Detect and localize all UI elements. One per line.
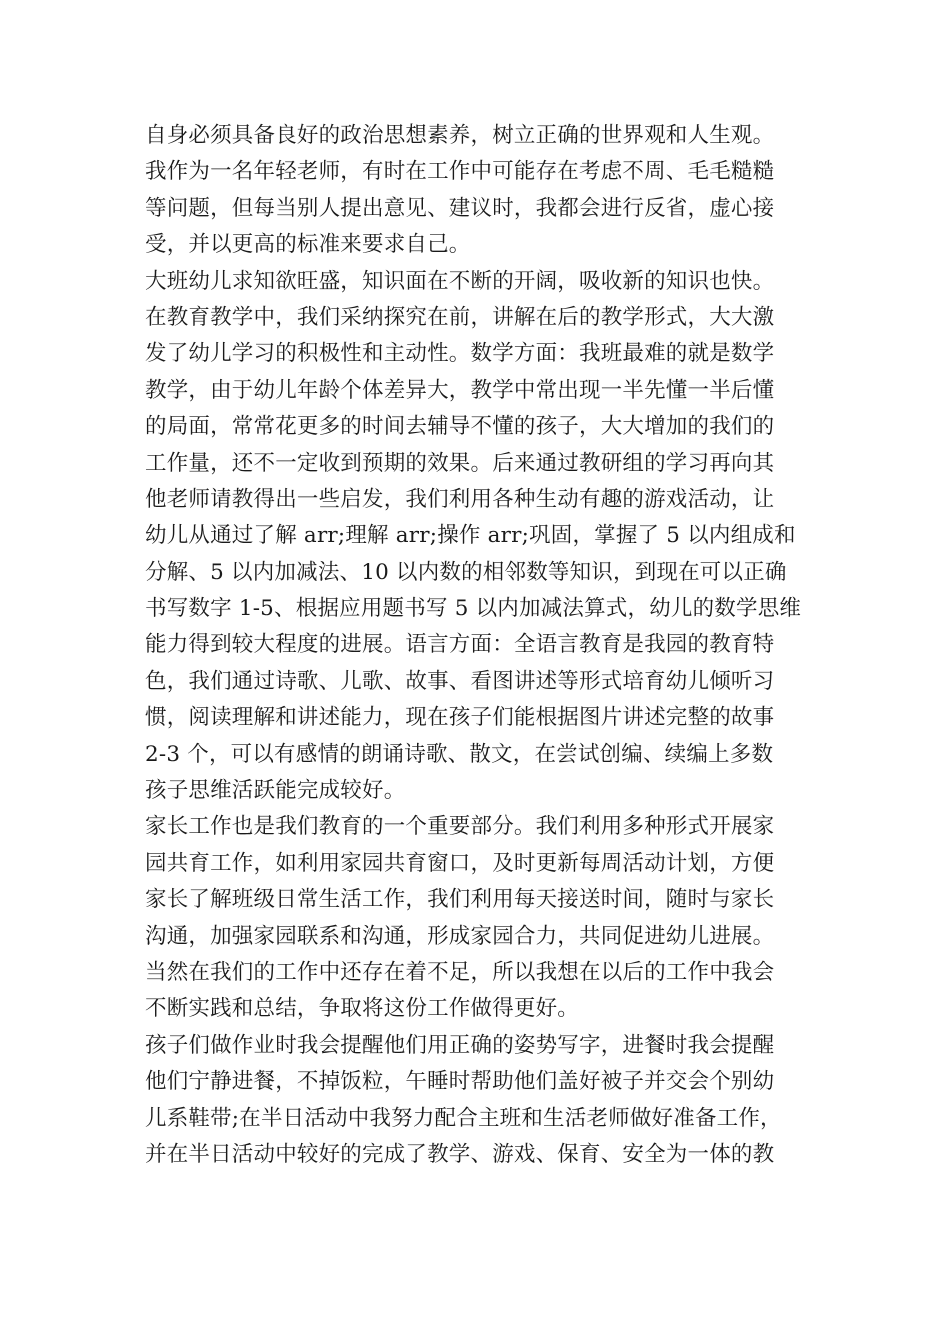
text-line: 受，并以更高的标准来要求自己。 <box>145 232 471 258</box>
text-line: 沟通，加强家园联系和沟通，形成家园合力，共同促进幼儿进展。 <box>145 923 775 949</box>
text-line: 色，我们通过诗歌、儿歌、故事、看图讲述等形式培育幼儿倾听习 <box>145 668 775 694</box>
text-line: 的局面，常常花更多的时间去辅导不懂的孩子，大大增加的我们的 <box>145 414 775 440</box>
document-body <box>145 118 810 1173</box>
text-line: 他老师请教得出一些启发，我们利用各种生动有趣的游戏活动，让 <box>145 486 775 512</box>
text-line: 他们宁静进餐，不掉饭粒，午睡时帮助他们盖好被子并交会个别幼 <box>145 1069 775 1095</box>
text-line: 园共育工作，如利用家园共育窗口，及时更新每周活动计划，方便 <box>145 850 775 876</box>
text-line: 工作量，还不一定收到预期的效果。后来通过教研组的学习再向其 <box>145 450 775 476</box>
text-line: 孩子们做作业时我会提醒他们用正确的姿势写字，进餐时我会提醒 <box>145 1032 775 1058</box>
text-line: 等问题，但每当别人提出意见、建议时，我都会进行反省，虚心接 <box>145 195 775 221</box>
text-line: 在教育教学中，我们采纳探究在前，讲解在后的教学形式，大大激 <box>145 304 775 330</box>
text-line: 自身必须具备良好的政治思想素养，树立正确的世界观和人生观。 <box>145 123 775 148</box>
text-line: 大班幼儿求知欲旺盛，知识面在不断的开阔，吸收新的知识也快。 <box>145 268 775 294</box>
text-line: 惯，阅读理解和讲述能力，现在孩子们能根据图片讲述完整的故事 <box>145 705 775 731</box>
text-line: 幼儿从通过了解 arr;理解 arr;操作 arr;巩固，掌握了 5 以内组成和 <box>145 523 796 549</box>
text-line: 儿系鞋带;在半日活动中我努力配合主班和生活老师做好准备工作， <box>145 1105 782 1131</box>
text-line: 当然在我们的工作中还存在着不足，所以我想在以后的工作中我会 <box>145 959 775 985</box>
text-line: 能力得到较大程度的进展。语言方面：全语言教育是我园的教育特 <box>145 632 775 658</box>
text-line: 我作为一名年轻老师，有时在工作中可能存在考虑不周、毛毛糙糙 <box>145 159 775 185</box>
text-line: 分解、5 以内加减法、10 以内数的相邻数等知识，到现在可以正确 <box>145 559 787 585</box>
text-line: 教学，由于幼儿年龄个体差异大，教学中常出现一半先懂一半后懂 <box>145 377 775 403</box>
text-line: 家长工作也是我们教育的一个重要部分。我们利用多种形式开展家 <box>145 814 775 840</box>
text-line: 孩子思维活跃能完成较好。 <box>145 778 406 804</box>
text-line: 书写数字 1-5、根据应用题书写 5 以内加减法算式，幼儿的数学思维 <box>145 596 802 622</box>
text-line: 家长了解班级日常生活工作，我们利用每天接送时间，随时与家长 <box>145 887 775 913</box>
text-line: 不断实践和总结，争取将这份工作做得更好。 <box>145 996 580 1022</box>
text-line: 发了幼儿学习的积极性和主动性。数学方面：我班最难的就是数学 <box>145 341 775 367</box>
text-line: 2-3 个，可以有感情的朗诵诗歌、散文，在尝试创编、续编上多数 <box>145 741 774 767</box>
text-line: 并在半日活动中较好的完成了教学、游戏、保育、安全为一体的教 <box>145 1141 775 1167</box>
